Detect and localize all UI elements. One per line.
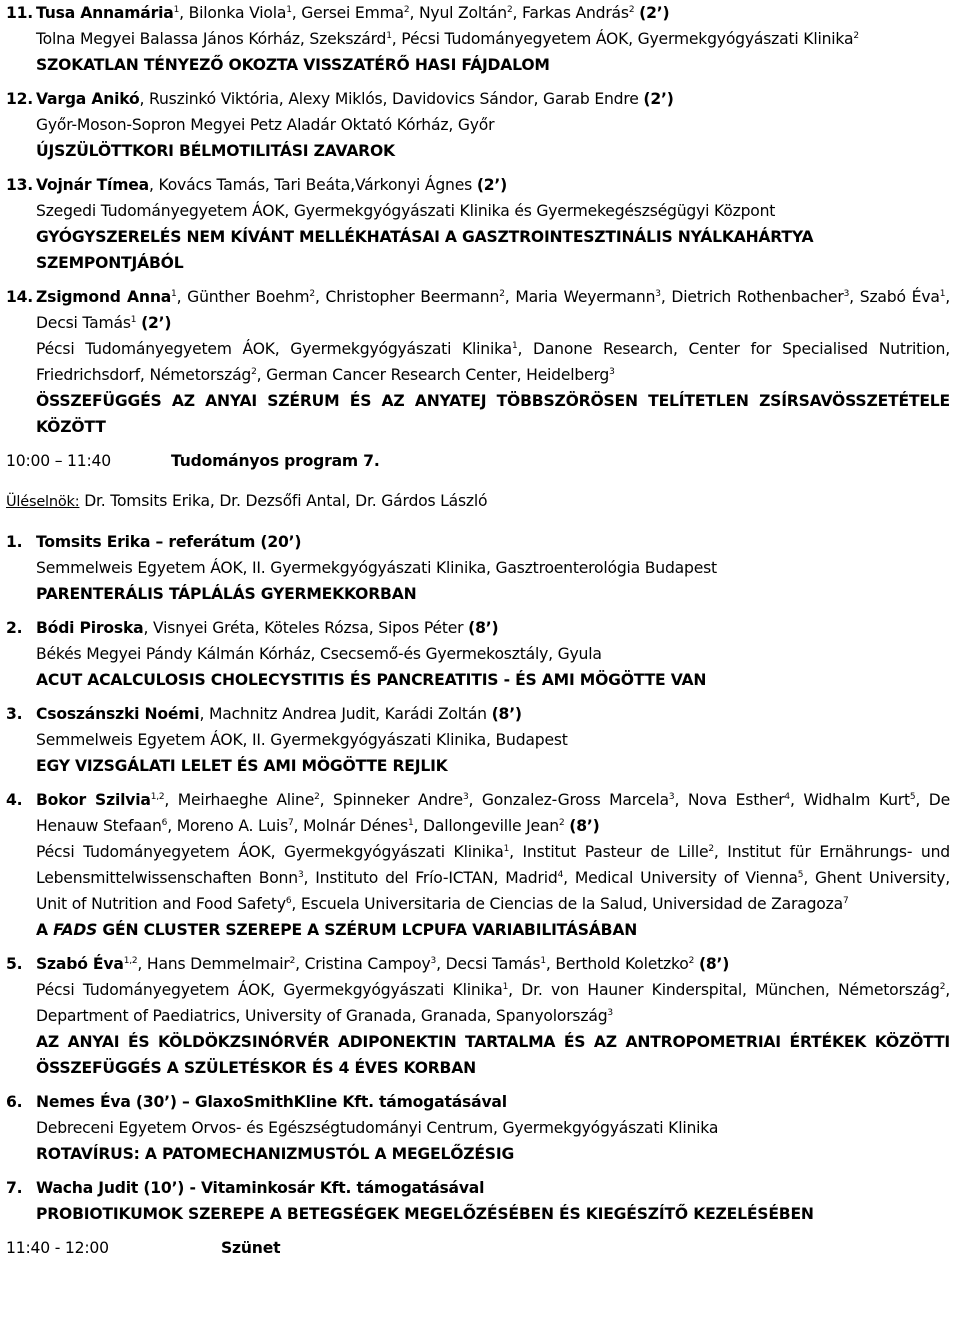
affiliation: Békés Megyei Pándy Kálmán Kórház, Csecsemő-és Gyermekosztály, Gyula [36,645,602,663]
entry-number: 4. [6,791,23,809]
entry-number: 13. [6,176,34,194]
session-title: Tudományos program 7. [171,452,380,470]
author-line: Bokor Szilvia$^{1,2}$, Meirhaeghe Aline$^2$, Spinneker Andre$^3$, Gonzalez-Gross Marcela$^3$, Nova Esther$^4$, Widhalm Kurt$^5$, De Henauw Stefaan$^6$, Moreno A. Luis$^7$, Molnár Dénes$^1$, Dallongeville Jean$^2$ (8’) [36,791,951,835]
entry-number: 12. [6,90,34,108]
program-entry-2 [6,615,950,693]
abstract-title: PROBIOTIKUMOK SZEREPE A BETEGSÉGEK MEGELŐZÉSÉBEN ÉS KIEGÉSZÍTŐ KEZELÉSÉBEN [36,1205,814,1223]
presenting-author: Bódi Piroska [36,619,144,637]
presenting-author: Tusa Annamária [36,4,174,22]
co-authors: , Visnyei Gréta, Köteles Rózsa, Sipos Péter [143,619,464,637]
co-authors: , Ruszinkó Viktória, Alexy Miklós, Davidovics Sándor, Garab Endre [139,90,639,108]
affiliation: Tolna Megyei Balassa János Kórház, Szekszárd$^1$, Pécsi Tudományegyetem ÁOK, Gyermekgyógyászati Klinika$^2$ [36,30,859,48]
talk-duration: (8’) [468,619,499,637]
talk-duration: (2’) [141,314,172,332]
chairs-names: Dr. Tomsits Erika, Dr. Dezsőfi Antal, Dr. Gárdos László [84,492,488,510]
program-entry-4 [6,787,950,943]
abstract-title: ROTAVÍRUS: A PATOMECHANIZMUSTÓL A MEGELŐZÉSIG [36,1145,515,1163]
abstract-entry-12 [6,86,950,164]
program-entry-5 [6,951,950,1081]
entry-number: 2. [6,619,23,637]
chairs-label: Üléselnök: [6,494,80,510]
affiliation: Pécsi Tudományegyetem ÁOK, Gyermekgyógyászati Klinika$^1$, Institut Pasteur de Lille$^2$, Institut für Ernährungs- und Lebensmittelwissenschaften Bonn$^3$, Instituto del Frío-ICTAN, Madrid$^4$, Medical University of Vienna$^5$, Ghent University, Unit of Nutrition and Food Safety$^6$, Escuela Universitaria de Ciencias de la Salud, Universidad de Zaragoza$^7$ [36,843,951,913]
talk-duration: (2’) [639,4,670,22]
talk-duration: (8’) [698,955,730,973]
author-line: Szabó Éva$^{1,2}$, Hans Demmelmair$^2$, Cristina Campoy$^3$, Decsi Tamás$^1$, Berthold Koletzko$^2$ (8’) [36,955,730,973]
break-row [6,1235,950,1261]
program-entry-7 [6,1175,950,1227]
abstract-title: SZOKATLAN TÉNYEZŐ OKOZTA VISSZATÉRŐ HASI FÁJDALOM [36,56,550,74]
speaker-line: Wacha Judit (10’) - Vitaminkosár Kft. támogatásával [36,1179,485,1197]
entry-number: 1. [6,533,23,551]
affiliation: Pécsi Tudományegyetem ÁOK, Gyermekgyógyászati Klinika$^1$, Danone Research, Center for Specialised Nutrition, Friedrichsdorf, Németország$^2$, German Cancer Research Center, Heidelberg$^3$ [36,340,950,384]
abstract-entry-11: 11. Tusa Annamária$^1$, Bilonka Viola$^1$, Gersei Emma$^2$, Nyul Zoltán$^2$, Farkas András$^2$ (2’) Tolna Megyei Balassa János Kórház, Szekszárd$^1$, Pécsi Tudományegyetem ÁOK, Gyermekgyógyászati Klinika$^2$ SZOKATLAN TÉNYEZŐ OKOZTA VISSZATÉRŐ HASI FÁJDALOM [6,0,950,78]
affiliation: Semmelweis Egyetem ÁOK, II. Gyermekgyógyászati Klinika, Gasztroenterológia Budapest [36,559,717,577]
entry-number: 5. [6,955,23,973]
abstract-title: EGY VIZSGÁLATI LELET ÉS AMI MÖGÖTTE REJLIK [36,757,448,775]
affiliation: Semmelweis Egyetem ÁOK, II. Gyermekgyógyászati Klinika, Budapest [36,731,568,749]
program-entry-1 [6,529,950,607]
abstract-title: ÖSSZEFÜGGÉS AZ ANYAI SZÉRUM ÉS AZ ANYATEJ TÖBBSZÖRÖSEN TELÍTETLEN ZSÍRSAVÖSSZETÉTELE KÖZÖTT [36,392,950,436]
co-authors: , Machnitz Andrea Judit, Karádi Zoltán [199,705,487,723]
affiliation: Szegedi Tudományegyetem ÁOK, Gyermekgyógyászati Klinika és Gyermekegészségügyi Központ [36,202,776,220]
abstract-title: AZ ANYAI ÉS KÖLDÖKZSINÓRVÉR ADIPONEKTIN TARTALMA ÉS AZ ANTROPOMETRIAI ÉRTÉKEK KÖZÖTTI ÖSSZEFÜGGÉS A SZÜLETÉSKOR ÉS 4 ÉVES KORBAN [36,1033,950,1077]
abstract-title: ÚJSZÜLÖTTKORI BÉLMOTILITÁSI ZAVAROK [36,142,395,160]
speaker-line: Nemes Éva (30’) – GlaxoSmithKline Kft. támogatásával [36,1093,507,1111]
abstract-entry-14 [6,284,950,440]
entry-number: 6. [6,1093,23,1111]
entry-number: 3. [6,705,23,723]
session-header [6,448,950,474]
entry-number: 14. [6,288,34,306]
co-authors: , Kovács Tamás, Tari Beáta,Várkonyi Ágnes [148,176,473,194]
abstract-entry-13 [6,172,950,276]
session-time: 10:00 – 11:40 [6,452,111,470]
program-entry-6 [6,1089,950,1167]
program-entry-3 [6,701,950,779]
speaker-line: Tomsits Erika – referátum (20’) [36,533,302,551]
presenting-author: Csoszánszki Noémi [36,705,200,723]
affiliation: Pécsi Tudományegyetem ÁOK, Gyermekgyógyászati Klinika$^1$, Dr. von Hauner Kinderspital, München, Németország$^2$, Department of Paediatrics, University of Granada, Granada, Spanyolország$^3$ [36,981,950,1025]
abstract-title: A FADS GÉN CLUSTER SZEREPE A SZÉRUM LCPUFA VARIABILITÁSÁBAN [36,921,638,939]
talk-duration: (2’) [476,176,508,194]
talk-duration: (8’) [491,705,522,723]
abstract-title: ACUT ACALCULOSIS CHOLECYSTITIS ÉS PANCREATITIS - ÉS AMI MÖGÖTTE VAN [36,671,707,689]
session-chairs [6,488,950,515]
talk-duration: (8’) [569,817,600,835]
break-label: Szünet [221,1239,281,1257]
entry-number: 7. [6,1179,23,1197]
talk-duration: (2’) [643,90,674,108]
break-time: 11:40 - 12:00 [6,1239,109,1257]
abstract-title: PARENTERÁLIS TÁPLÁLÁS GYERMEKKORBAN [36,585,417,603]
entry-number: 11. [6,4,34,22]
presenting-author: Varga Anikó [36,90,140,108]
affiliation: Debreceni Egyetem Orvos- és Egészségtudományi Centrum, Gyermekgyógyászati Klinika [36,1119,719,1137]
affiliation: Győr-Moson-Sopron Megyei Petz Aladár Oktató Kórház, Győr [36,116,495,134]
abstract-title: GYÓGYSZERELÉS NEM KÍVÁNT MELLÉKHATÁSAI A GASZTROINTESZTINÁLIS NYÁLKAHÁRTYA SZEMPONTJÁBÓL [36,228,814,272]
presenting-author: Vojnár Tímea [36,176,149,194]
author-line: Zsigmond Anna$^1$, Günther Boehm$^2$, Christopher Beermann$^2$, Maria Weyermann$^3$, Dietrich Rothenbacher$^3$, Szabó Éva$^1$, Decsi Tamás$^1$ (2’) [36,288,951,332]
co-authors: , Bilonka Viola$^1$, Gersei Emma$^2$, Nyul Zoltán$^2$, Farkas András$^2$ [179,4,635,22]
